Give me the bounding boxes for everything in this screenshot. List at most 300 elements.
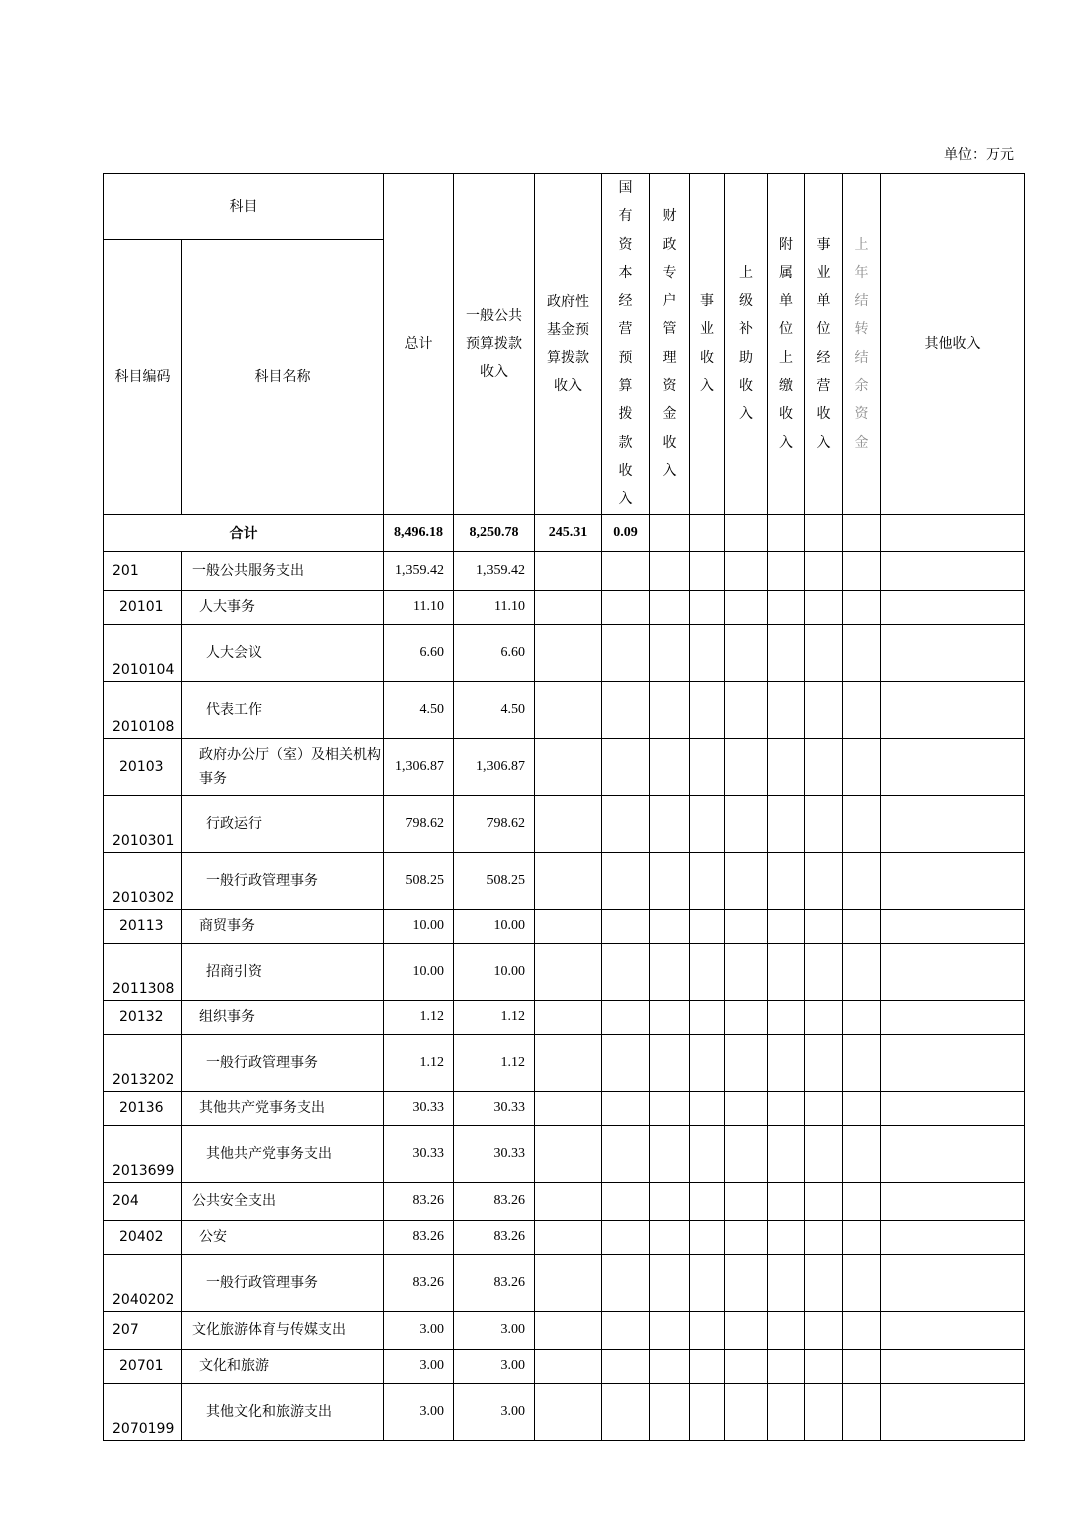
empty-cell <box>725 1254 768 1311</box>
row-name: 公安 <box>182 1220 384 1254</box>
empty-cell <box>725 1383 768 1440</box>
empty-cell <box>690 909 725 943</box>
empty-cell <box>650 943 690 1000</box>
empty-cell <box>843 1220 881 1254</box>
empty-cell <box>535 1034 602 1091</box>
row-code: 2070199 <box>104 1383 182 1440</box>
header-char: 管 <box>662 321 677 338</box>
row-name: 文化和旅游 <box>182 1349 384 1383</box>
empty-cell <box>725 681 768 738</box>
header-other-income: 其他收入 <box>881 174 1025 515</box>
empty-cell <box>690 1311 725 1349</box>
header-char: 入 <box>816 434 831 451</box>
row-code: 20101 <box>104 590 182 624</box>
empty-cell <box>650 738 690 795</box>
row-code: 20402 <box>104 1220 182 1254</box>
empty-cell <box>690 943 725 1000</box>
row-total: 1.12 <box>384 1000 454 1034</box>
header-line: 算拨款 <box>547 349 589 366</box>
empty-cell <box>768 1182 805 1220</box>
row-total: 30.33 <box>384 1091 454 1125</box>
header-char: 事 <box>816 236 831 253</box>
header-char: 年 <box>854 264 869 281</box>
header-char: 本 <box>618 264 633 281</box>
header-line: 收入 <box>480 363 508 380</box>
table-row <box>104 1034 1025 1091</box>
table-row <box>104 909 1025 943</box>
header-char: 位 <box>816 321 831 338</box>
row-name: 一般公共服务支出 <box>182 551 384 590</box>
empty-cell <box>535 1311 602 1349</box>
total-state-capital: 0.09 <box>602 514 650 551</box>
header-char: 单 <box>816 293 831 310</box>
empty-cell <box>535 1182 602 1220</box>
empty-cell <box>650 624 690 681</box>
header-char: 业 <box>816 264 831 281</box>
header-char: 收 <box>662 434 677 451</box>
empty-cell <box>690 852 725 909</box>
row-total: 1.12 <box>384 1034 454 1091</box>
empty-cell <box>602 1220 650 1254</box>
empty-cell <box>690 624 725 681</box>
row-general-budget: 3.00 <box>454 1311 535 1349</box>
empty-cell <box>881 1254 1025 1311</box>
empty-cell <box>690 551 725 590</box>
empty-cell <box>690 1091 725 1125</box>
row-code: 2013202 <box>104 1034 182 1091</box>
row-name: 一般行政管理事务 <box>182 1034 384 1091</box>
empty-cell <box>768 1220 805 1254</box>
row-general-budget: 3.00 <box>454 1383 535 1440</box>
empty-cell <box>690 1349 725 1383</box>
table-row <box>104 1000 1025 1034</box>
unit-label: 单位：万元 <box>944 147 1014 163</box>
row-general-budget: 83.26 <box>454 1182 535 1220</box>
empty-cell <box>535 852 602 909</box>
empty-cell <box>690 1000 725 1034</box>
table-row <box>104 1220 1025 1254</box>
row-name: 组织事务 <box>182 1000 384 1034</box>
empty-cell <box>535 943 602 1000</box>
header-char: 理 <box>662 349 677 366</box>
row-general-budget: 3.00 <box>454 1349 535 1383</box>
header-char: 拨 <box>618 406 633 423</box>
empty-cell <box>881 1091 1025 1125</box>
empty-cell <box>535 1254 602 1311</box>
empty-cell <box>768 590 805 624</box>
total-gov-fund: 245.31 <box>535 514 602 551</box>
row-total: 1,359.42 <box>384 551 454 590</box>
empty-cell <box>805 738 843 795</box>
empty-cell <box>805 1220 843 1254</box>
header-line: 政府性 <box>547 293 589 310</box>
table-row <box>104 943 1025 1000</box>
row-name: 一般行政管理事务 <box>182 852 384 909</box>
header-char: 收 <box>700 349 714 366</box>
header-char: 业 <box>700 321 714 338</box>
total-total: 8,496.18 <box>384 514 454 551</box>
empty-cell <box>768 624 805 681</box>
empty-cell <box>725 590 768 624</box>
empty-cell <box>805 590 843 624</box>
header-char: 缴 <box>779 378 793 395</box>
header-char: 单 <box>779 293 793 310</box>
header-char: 款 <box>618 434 633 451</box>
table-row <box>104 1125 1025 1182</box>
header-business-income <box>690 174 725 515</box>
row-code: 204 <box>104 1182 182 1220</box>
row-code: 207 <box>104 1311 182 1349</box>
empty-cell <box>690 1125 725 1182</box>
row-code: 2011308 <box>104 943 182 1000</box>
row-name: 政府办公厅（室）及相关机构事务 <box>182 738 384 795</box>
header-char: 入 <box>779 434 793 451</box>
empty-cell <box>768 943 805 1000</box>
empty-cell <box>650 1349 690 1383</box>
empty-cell <box>650 852 690 909</box>
empty-cell <box>602 1383 650 1440</box>
empty-cell <box>881 1182 1025 1220</box>
empty-cell <box>535 1349 602 1383</box>
empty-cell <box>725 738 768 795</box>
header-char: 国 <box>618 180 633 196</box>
row-total: 83.26 <box>384 1182 454 1220</box>
empty-cell <box>881 909 1025 943</box>
empty-cell <box>650 1383 690 1440</box>
empty-cell <box>690 795 725 852</box>
empty-cell <box>725 624 768 681</box>
empty-cell <box>768 738 805 795</box>
empty-cell <box>725 943 768 1000</box>
row-total: 4.50 <box>384 681 454 738</box>
row-general-budget: 1.12 <box>454 1034 535 1091</box>
empty-cell <box>650 1311 690 1349</box>
row-general-budget: 4.50 <box>454 681 535 738</box>
header-line: 一般公共 <box>466 307 522 324</box>
row-total: 6.60 <box>384 624 454 681</box>
row-general-budget: 508.25 <box>454 852 535 909</box>
empty-cell <box>535 909 602 943</box>
header-char: 收 <box>618 462 633 479</box>
empty-cell <box>650 1125 690 1182</box>
empty-cell <box>843 1182 881 1220</box>
empty-cell <box>690 1254 725 1311</box>
empty-cell <box>881 1383 1025 1440</box>
empty-cell <box>602 1311 650 1349</box>
empty-cell <box>881 852 1025 909</box>
empty-cell <box>725 795 768 852</box>
empty-cell <box>602 1034 650 1091</box>
row-code: 201 <box>104 551 182 590</box>
row-name: 其他共产党事务支出 <box>182 1125 384 1182</box>
empty-cell <box>602 624 650 681</box>
empty-cell <box>725 1349 768 1383</box>
empty-cell <box>805 1034 843 1091</box>
row-general-budget: 6.60 <box>454 624 535 681</box>
table-row <box>104 1349 1025 1383</box>
empty-cell <box>602 738 650 795</box>
table-row <box>104 681 1025 738</box>
empty-cell <box>602 909 650 943</box>
row-total: 10.00 <box>384 909 454 943</box>
row-total: 30.33 <box>384 1125 454 1182</box>
row-name: 其他共产党事务支出 <box>182 1091 384 1125</box>
header-char: 户 <box>662 293 677 310</box>
table-row <box>104 624 1025 681</box>
empty-cell <box>843 795 881 852</box>
header-char: 金 <box>854 434 869 451</box>
row-code: 20136 <box>104 1091 182 1125</box>
row-total: 508.25 <box>384 852 454 909</box>
empty-cell <box>690 1383 725 1440</box>
row-name: 人大事务 <box>182 590 384 624</box>
empty-cell <box>535 738 602 795</box>
header-char: 上 <box>854 236 869 253</box>
row-code: 20132 <box>104 1000 182 1034</box>
empty-cell <box>768 1254 805 1311</box>
row-name: 其他文化和旅游支出 <box>182 1383 384 1440</box>
empty-cell <box>805 1125 843 1182</box>
row-total: 3.00 <box>384 1311 454 1349</box>
total-label: 合计 <box>104 514 384 551</box>
row-name: 行政运行 <box>182 795 384 852</box>
header-char: 预 <box>618 349 633 366</box>
empty-cell <box>843 852 881 909</box>
empty-cell <box>690 1182 725 1220</box>
empty-cell <box>725 1220 768 1254</box>
empty-cell <box>650 909 690 943</box>
empty-cell <box>602 852 650 909</box>
header-superior-subsidy <box>725 174 768 515</box>
empty-cell <box>535 1383 602 1440</box>
empty-cell <box>805 681 843 738</box>
empty-cell <box>535 551 602 590</box>
row-code: 2013699 <box>104 1125 182 1182</box>
empty-cell <box>881 1349 1025 1383</box>
total-general-budget: 8,250.78 <box>454 514 535 551</box>
empty-cell <box>843 1034 881 1091</box>
empty-cell <box>690 1034 725 1091</box>
header-subject: 科目 <box>104 174 384 240</box>
row-total: 83.26 <box>384 1220 454 1254</box>
table-row <box>104 1383 1025 1440</box>
empty-cell <box>768 1311 805 1349</box>
empty-cell <box>535 1000 602 1034</box>
table-row <box>104 738 1025 795</box>
empty-cell <box>725 1091 768 1125</box>
row-general-budget: 30.33 <box>454 1091 535 1125</box>
row-general-budget: 10.00 <box>454 943 535 1000</box>
empty-cell <box>805 1091 843 1125</box>
header-char: 入 <box>700 378 714 395</box>
row-general-budget: 30.33 <box>454 1125 535 1182</box>
table-row <box>104 795 1025 852</box>
empty-cell <box>843 590 881 624</box>
empty-cell <box>843 1383 881 1440</box>
empty-cell <box>725 551 768 590</box>
empty-cell <box>725 1034 768 1091</box>
row-general-budget: 798.62 <box>454 795 535 852</box>
row-name: 人大会议 <box>182 624 384 681</box>
row-code: 2010104 <box>104 624 182 681</box>
header-char: 有 <box>618 208 633 225</box>
table-row <box>104 1182 1025 1220</box>
empty-cell <box>805 943 843 1000</box>
empty-cell <box>805 1254 843 1311</box>
empty-cell <box>805 551 843 590</box>
empty-cell <box>805 1383 843 1440</box>
header-name: 科目名称 <box>182 240 384 514</box>
header-char: 事 <box>700 293 714 310</box>
empty-cell <box>881 1125 1025 1182</box>
row-total: 10.00 <box>384 943 454 1000</box>
empty-cell <box>805 1182 843 1220</box>
row-code: 20701 <box>104 1349 182 1383</box>
header-line: 基金预 <box>547 321 589 338</box>
row-name: 公共安全支出 <box>182 1182 384 1220</box>
header-char: 专 <box>662 264 677 281</box>
empty-cell <box>881 795 1025 852</box>
row-total: 11.10 <box>384 590 454 624</box>
empty-cell <box>805 1349 843 1383</box>
empty-cell <box>768 1091 805 1125</box>
empty-cell <box>881 624 1025 681</box>
table-row <box>104 852 1025 909</box>
empty-cell <box>843 909 881 943</box>
header-unit-business <box>805 174 843 515</box>
empty-cell <box>881 590 1025 624</box>
empty-cell <box>843 943 881 1000</box>
header-char: 余 <box>854 378 869 395</box>
empty-cell <box>650 1220 690 1254</box>
header-char: 级 <box>739 293 753 310</box>
row-name: 文化旅游体育与传媒支出 <box>182 1311 384 1349</box>
empty-cell <box>725 1182 768 1220</box>
empty-cell <box>650 1000 690 1034</box>
row-name: 一般行政管理事务 <box>182 1254 384 1311</box>
header-char: 位 <box>779 321 793 338</box>
empty-cell <box>650 1034 690 1091</box>
empty-cell <box>602 1182 650 1220</box>
empty-cell <box>602 1000 650 1034</box>
header-char: 属 <box>779 264 793 281</box>
empty-cell <box>690 738 725 795</box>
empty-cell <box>843 1349 881 1383</box>
empty-cell <box>725 1311 768 1349</box>
empty-cell <box>650 681 690 738</box>
header-char: 入 <box>618 491 633 508</box>
header-char: 政 <box>662 236 677 253</box>
empty-cell <box>768 1349 805 1383</box>
header-char: 结 <box>854 349 869 366</box>
empty-cell <box>768 1125 805 1182</box>
empty-cell <box>602 590 650 624</box>
empty-cell <box>650 1091 690 1125</box>
empty-cell <box>805 852 843 909</box>
row-total: 798.62 <box>384 795 454 852</box>
empty-cell <box>843 1254 881 1311</box>
empty-cell <box>805 909 843 943</box>
empty-cell <box>535 795 602 852</box>
empty-cell <box>725 1000 768 1034</box>
empty-cell <box>881 681 1025 738</box>
header-char: 收 <box>779 406 793 423</box>
header-char: 金 <box>662 406 677 423</box>
empty-cell <box>690 590 725 624</box>
header-char: 资 <box>618 236 633 253</box>
empty-cell <box>805 624 843 681</box>
header-char: 营 <box>618 321 633 338</box>
header-char: 算 <box>618 378 633 395</box>
header-gov-fund <box>535 174 602 515</box>
empty-cell <box>881 1311 1025 1349</box>
row-code: 2010108 <box>104 681 182 738</box>
empty-cell <box>768 1034 805 1091</box>
empty-cell <box>602 681 650 738</box>
row-code: 2040202 <box>104 1254 182 1311</box>
empty-cell <box>690 1220 725 1254</box>
empty-cell <box>725 1125 768 1182</box>
empty-cell <box>725 852 768 909</box>
empty-cell <box>768 795 805 852</box>
row-name: 商贸事务 <box>182 909 384 943</box>
total-row <box>104 514 1025 551</box>
row-name: 代表工作 <box>182 681 384 738</box>
header-char: 收 <box>816 406 831 423</box>
header-char: 营 <box>816 378 831 395</box>
header-char: 入 <box>662 462 677 479</box>
empty-cell <box>602 1091 650 1125</box>
row-code: 2010301 <box>104 795 182 852</box>
row-general-budget: 1,359.42 <box>454 551 535 590</box>
row-name: 招商引资 <box>182 943 384 1000</box>
empty-cell <box>535 624 602 681</box>
empty-cell <box>881 943 1025 1000</box>
table-row <box>104 590 1025 624</box>
header-char: 上 <box>779 349 793 366</box>
header-line: 预算拨款 <box>466 335 522 352</box>
empty-cell <box>881 738 1025 795</box>
empty-cell <box>690 681 725 738</box>
header-line: 收入 <box>554 377 582 394</box>
row-code: 20103 <box>104 738 182 795</box>
header-fiscal-special <box>650 174 690 515</box>
empty-cell <box>768 909 805 943</box>
header-total: 总计 <box>384 174 454 515</box>
empty-cell <box>602 795 650 852</box>
empty-cell <box>650 795 690 852</box>
empty-cell <box>535 1125 602 1182</box>
empty-cell <box>843 738 881 795</box>
empty-cell <box>881 1220 1025 1254</box>
header-char: 补 <box>739 321 753 338</box>
empty-cell <box>768 852 805 909</box>
header-state-capital <box>602 174 650 515</box>
row-general-budget: 83.26 <box>454 1254 535 1311</box>
empty-cell <box>805 1311 843 1349</box>
table-row <box>104 1311 1025 1349</box>
empty-cell <box>843 1125 881 1182</box>
header-char: 经 <box>816 349 831 366</box>
header-affiliate-payment <box>768 174 805 515</box>
empty-cell <box>881 551 1025 590</box>
row-code: 20113 <box>104 909 182 943</box>
header-general-budget <box>454 174 535 515</box>
header-char: 助 <box>739 349 753 366</box>
row-general-budget: 1.12 <box>454 1000 535 1034</box>
empty-cell <box>768 681 805 738</box>
row-total: 1,306.87 <box>384 738 454 795</box>
